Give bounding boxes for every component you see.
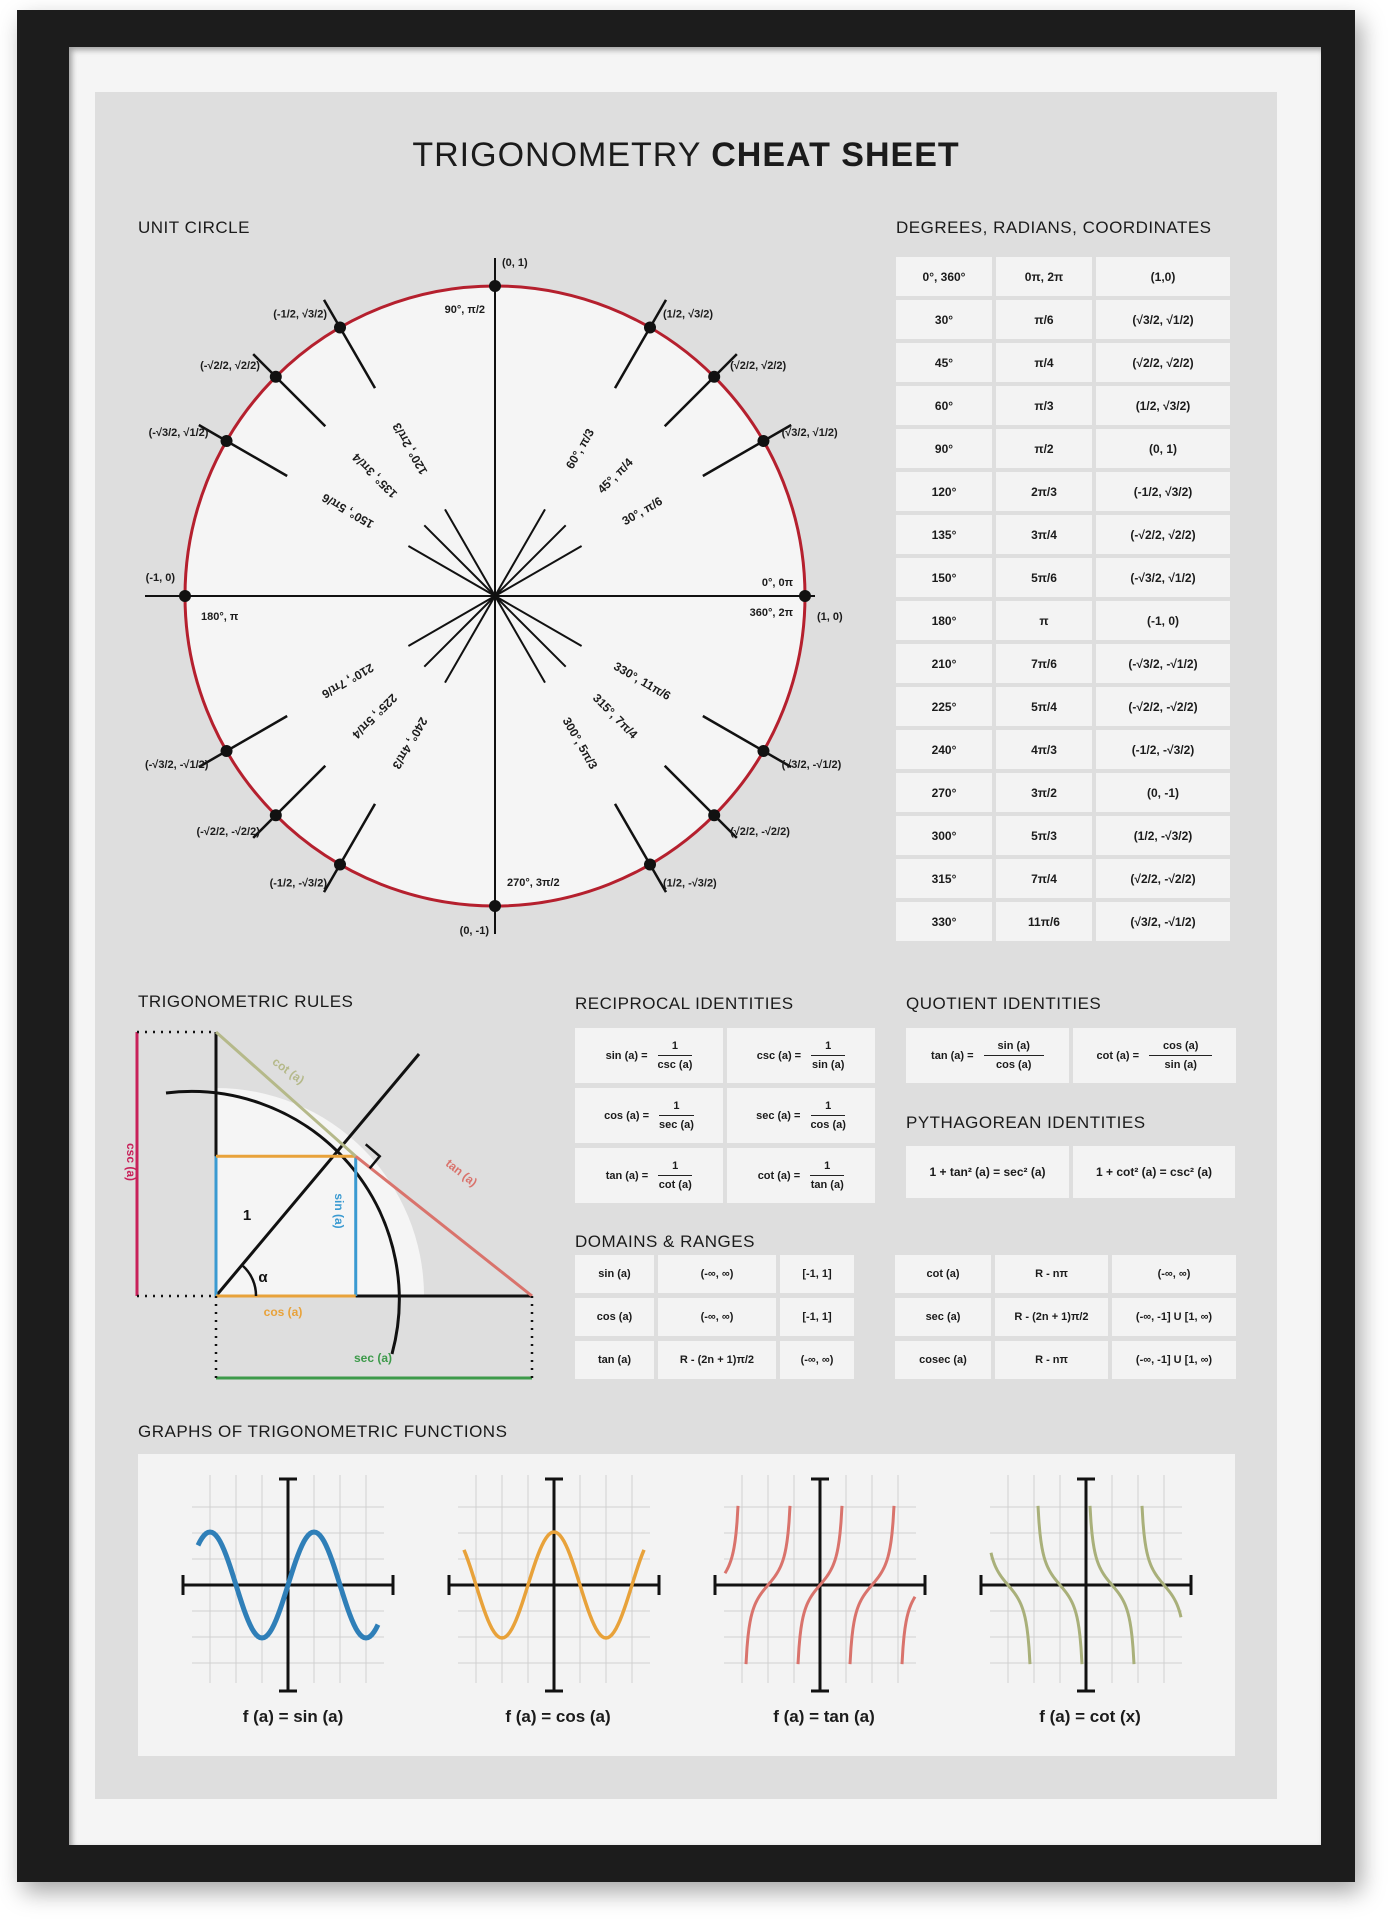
table-cell-radians: π/2 [996, 429, 1092, 468]
domain-function: cosec (a) [895, 1341, 991, 1379]
identity-lhs: cos (a) = [604, 1109, 650, 1122]
table-cell-degrees: 0°, 360° [896, 257, 992, 296]
tan-label: tan (a) [442, 1156, 480, 1190]
coord-label-30: (√3/2, √1/2) [781, 427, 838, 439]
numerator: cos (a) [1149, 1040, 1212, 1056]
fraction [984, 1040, 1044, 1071]
table-cell-degrees: 270° [896, 773, 992, 812]
angle-label-210: 210°, 7π/6 [319, 660, 377, 702]
denominator: tan (a) [810, 1179, 844, 1191]
graph-cot [981, 1475, 1191, 1691]
table-cell-radians: π [996, 601, 1092, 640]
sec-label: sec (a) [353, 1351, 393, 1365]
table-cell-degrees: 90° [896, 429, 992, 468]
denominator: cot (a) [658, 1179, 692, 1191]
graph-label-cot: f (a) = cot (x) [1039, 1707, 1141, 1726]
table-cell-degrees: 315° [896, 859, 992, 898]
hypotenuse-label: 1 [242, 1207, 252, 1224]
table-cell-coordinates: (-1, 0) [1096, 601, 1230, 640]
range-value: (-∞, ∞) [1112, 1255, 1236, 1293]
denominator: sec (a) [659, 1119, 694, 1131]
table-cell-coordinates: (1/2, √3/2) [1096, 386, 1230, 425]
fraction [811, 1040, 845, 1071]
numerator: sin (a) [984, 1040, 1044, 1056]
table-cell-degrees: 240° [896, 730, 992, 769]
csc-label: csc (a) [124, 1142, 138, 1182]
numerator: 1 [659, 1100, 693, 1116]
denominator: sin (a) [1164, 1059, 1197, 1071]
range-value: [-1, 1] [780, 1298, 854, 1336]
angle-label-150: 150°, 5π/6 [319, 490, 377, 532]
rules-heading: TRIGONOMETRIC RULES [138, 992, 354, 1011]
coord-label-240: (-1/2, -√3/2) [269, 877, 327, 890]
table-cell-degrees: 300° [896, 816, 992, 855]
table-cell-degrees: 225° [896, 687, 992, 726]
coord-label-210: (-√3/2, -√1/2) [144, 759, 209, 771]
table-cell-coordinates: (√3/2, -√1/2) [1096, 902, 1230, 941]
graphs-panel [138, 1454, 1235, 1756]
table-cell-degrees: 150° [896, 558, 992, 597]
angle-label-45: 45°, π/4 [594, 455, 636, 497]
coord-label-150: (-√3/2, √1/2) [148, 427, 209, 439]
tan-branch [725, 1506, 738, 1573]
coord-label-315: (√2/2, -√2/2) [730, 826, 790, 839]
quarter-circle-fill [216, 1088, 424, 1296]
fraction [1149, 1040, 1212, 1071]
domain-function: tan (a) [575, 1341, 654, 1379]
denominator: cos (a) [810, 1119, 846, 1131]
table-cell-radians: 2π/3 [996, 472, 1092, 511]
coord-label-180: (-1, 0) [145, 572, 175, 584]
cot-label: cot (a) [269, 1054, 308, 1088]
table-cell-coordinates: (-√3/2, √1/2) [1096, 558, 1230, 597]
reciprocal-identity [575, 1088, 723, 1143]
table-cell-coordinates: (√3/2, √1/2) [1096, 300, 1230, 339]
quotient-heading: QUOTIENT IDENTITIES [906, 994, 1102, 1013]
domain-function: sin (a) [575, 1255, 654, 1293]
table-cell-radians: 3π/4 [996, 515, 1092, 554]
sin-label: sin (a) [332, 1193, 346, 1229]
graph-sin [183, 1475, 393, 1691]
table-cell-coordinates: (-√3/2, -√1/2) [1096, 644, 1230, 683]
identity-lhs: cot (a) = [1096, 1049, 1139, 1062]
coord-label-330: (√3/2, -√1/2) [781, 759, 842, 771]
identity-lhs: sec (a) = [756, 1109, 801, 1122]
quotient-identity [1073, 1028, 1236, 1083]
table-cell-degrees: 135° [896, 515, 992, 554]
table-cell-coordinates: (-1/2, -√3/2) [1096, 730, 1230, 769]
identity-lhs: tan (a) = [605, 1169, 649, 1182]
cheat-sheet-poster [95, 92, 1277, 1799]
graph-tan [715, 1475, 925, 1691]
numerator: 1 [658, 1040, 692, 1056]
table-cell-degrees: 210° [896, 644, 992, 683]
table-cell-degrees: 45° [896, 343, 992, 382]
fraction [810, 1160, 844, 1191]
table-cell-coordinates: (1/2, -√3/2) [1096, 816, 1230, 855]
angle-label-30: 30°, π/6 [619, 493, 665, 529]
identity-lhs: cot (a) = [757, 1169, 801, 1182]
table-cell-coordinates: (√2/2, √2/2) [1096, 343, 1230, 382]
angle-label-0: 0°, 0π [761, 577, 793, 589]
reciprocal-identity [727, 1088, 875, 1143]
denominator: csc (a) [657, 1059, 693, 1071]
table-cell-coordinates: (√2/2, -√2/2) [1096, 859, 1230, 898]
cot-branch [1142, 1506, 1181, 1617]
domain-value: R - nπ [995, 1255, 1108, 1293]
coord-label-300: (1/2, -√3/2) [663, 877, 717, 890]
quotient-identity [906, 1028, 1069, 1083]
fraction [659, 1100, 694, 1131]
cot-branch [991, 1553, 1030, 1664]
graph-cos [449, 1475, 659, 1691]
table-cell-radians: π/3 [996, 386, 1092, 425]
table-cell-radians: 4π/3 [996, 730, 1092, 769]
angle-label-300: 300°, 5π/3 [559, 714, 601, 772]
angle-label-135: 135°, 3π/4 [349, 450, 401, 502]
coord-label-120: (-1/2, √3/2) [273, 308, 327, 321]
domain-value: (-∞, ∞) [658, 1255, 776, 1293]
domain-value: R - (2n + 1)π/2 [658, 1341, 776, 1379]
angle-label-360: 360°, 2π [749, 607, 793, 619]
numerator: 1 [810, 1160, 844, 1176]
table-heading: DEGREES, RADIANS, COORDINATES [896, 218, 1212, 237]
identity-lhs: tan (a) = [931, 1049, 974, 1062]
table-cell-radians: 5π/4 [996, 687, 1092, 726]
table-cell-degrees: 30° [896, 300, 992, 339]
graphs-heading: GRAPHS OF TRIGONOMETRIC FUNCTIONS [138, 1422, 508, 1441]
page-title: TRIGONOMETRY CHEAT SHEET [412, 136, 960, 174]
table-cell-coordinates: (-√2/2, √2/2) [1096, 515, 1230, 554]
domain-function: cot (a) [895, 1255, 991, 1293]
reciprocal-identity [727, 1148, 875, 1203]
coord-label-135: (-√2/2, √2/2) [200, 359, 260, 372]
coord-label-60: (1/2, √3/2) [663, 308, 714, 321]
coord-label-270: (0, -1) [459, 925, 489, 937]
denominator: cos (a) [996, 1059, 1032, 1071]
domain-function: sec (a) [895, 1298, 991, 1336]
pythagorean-identity-1: 1 + tan² (a) = sec² (a) [906, 1146, 1069, 1198]
table-cell-radians: 5π/6 [996, 558, 1092, 597]
denominator: sin (a) [811, 1059, 845, 1071]
numerator: 1 [811, 1040, 845, 1056]
cos-label: cos (a) [263, 1305, 303, 1319]
range-value: (-∞, -1] U [1, ∞) [1112, 1341, 1236, 1379]
range-value: (-∞, -1] U [1, ∞) [1112, 1298, 1236, 1336]
reciprocal-identity [575, 1028, 723, 1083]
alpha-label: α [258, 1269, 268, 1286]
reciprocal-identity [727, 1028, 875, 1083]
tan-branch [902, 1597, 915, 1664]
table-cell-coordinates: (-1/2, √3/2) [1096, 472, 1230, 511]
identity-lhs: sin (a) = [605, 1049, 648, 1062]
identity-lhs: csc (a) = [756, 1049, 802, 1062]
table-cell-radians: 11π/6 [996, 902, 1092, 941]
angle-label-225: 225°, 5π/4 [349, 690, 401, 742]
table-cell-radians: 5π/3 [996, 816, 1092, 855]
fraction [658, 1160, 692, 1191]
coord-label-45: (√2/2, √2/2) [730, 359, 787, 372]
pythagorean-identity-2: 1 + cot² (a) = csc² (a) [1073, 1146, 1235, 1198]
table-cell-radians: 3π/2 [996, 773, 1092, 812]
table-cell-degrees: 180° [896, 601, 992, 640]
graph-label-cos: f (a) = cos (a) [505, 1707, 611, 1726]
numerator: 1 [658, 1160, 692, 1176]
angle-label-240: 240°, 4π/3 [389, 714, 431, 772]
coord-label-0: (1, 0) [817, 611, 843, 623]
table-cell-coordinates: (0, -1) [1096, 773, 1230, 812]
reciprocal-identity [575, 1148, 723, 1203]
domain-value: R - (2n + 1)π/2 [995, 1298, 1108, 1336]
fraction [658, 1040, 693, 1071]
fraction [810, 1100, 845, 1131]
angle-label-270: 270°, 3π/2 [507, 877, 560, 889]
angle-label-315: 315°, 7π/4 [589, 690, 641, 742]
table-cell-radians: 0π, 2π [996, 257, 1092, 296]
pythagorean-heading: PYTHAGOREAN IDENTITIES [906, 1113, 1146, 1132]
range-value: [-1, 1] [780, 1255, 854, 1293]
table-cell-degrees: 120° [896, 472, 992, 511]
graph-label-tan: f (a) = tan (a) [773, 1707, 875, 1726]
table-cell-coordinates: (1,0) [1096, 257, 1230, 296]
angle-label-60: 60°, π/3 [562, 426, 598, 472]
domain-value: R - nπ [995, 1341, 1108, 1379]
angle-label-330: 330°, 11π/6 [611, 659, 674, 703]
range-value: (-∞, ∞) [780, 1341, 854, 1379]
table-cell-radians: π/6 [996, 300, 1092, 339]
domains-heading: DOMAINS & RANGES [575, 1232, 755, 1251]
angle-label-120: 120°, 2π/3 [389, 420, 431, 478]
domain-value: (-∞, ∞) [658, 1298, 776, 1336]
unit-circle-heading: UNIT CIRCLE [138, 218, 250, 237]
table-cell-degrees: 330° [896, 902, 992, 941]
reciprocal-heading: RECIPROCAL IDENTITIES [575, 994, 794, 1013]
table-cell-radians: π/4 [996, 343, 1092, 382]
coord-label-225: (-√2/2, -√2/2) [196, 826, 260, 839]
domain-function: cos (a) [575, 1298, 654, 1336]
table-cell-radians: 7π/4 [996, 859, 1092, 898]
table-cell-coordinates: (-√2/2, -√2/2) [1096, 687, 1230, 726]
graph-label-sin: f (a) = sin (a) [242, 1707, 344, 1726]
angle-label-90: 90°, π/2 [444, 304, 485, 316]
table-cell-radians: 7π/6 [996, 644, 1092, 683]
table-cell-degrees: 60° [896, 386, 992, 425]
numerator: 1 [811, 1100, 845, 1116]
angle-label-180: 180°, π [201, 611, 239, 623]
table-cell-coordinates: (0, 1) [1096, 429, 1230, 468]
coord-label-90: (0, 1) [502, 257, 528, 269]
